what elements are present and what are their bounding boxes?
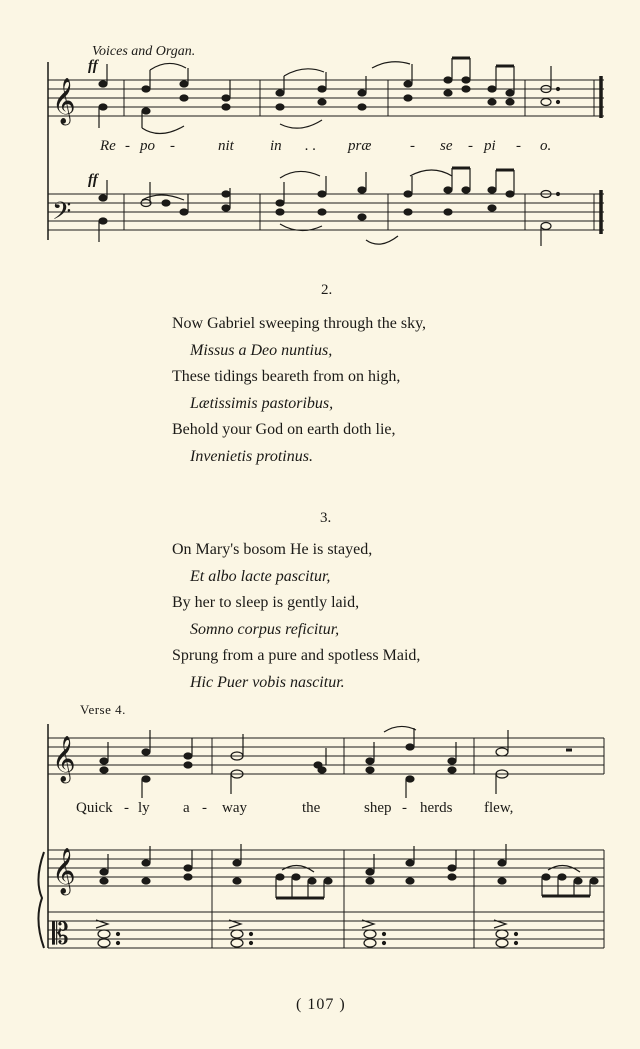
svg-text:𝄞: 𝄞 — [52, 736, 76, 782]
lyric-syllable: o. — [540, 138, 552, 154]
lyric-syllable: a — [183, 800, 190, 816]
lyric-hyphen: - — [170, 138, 175, 154]
stanza-line-latin: Missus a Deo nuntius, — [190, 342, 333, 359]
lyric-hyphen: - — [202, 800, 207, 816]
stanza-line: Now Gabriel sweeping through the sky, — [172, 315, 427, 332]
stanza-line: By her to sleep is gently laid, — [172, 594, 360, 611]
dynamic-ff-bass: ff — [88, 172, 98, 188]
voices-and-organ-label: Voices and Organ. — [92, 44, 196, 59]
system2-organ-bass-staff — [48, 912, 604, 948]
lyric-syllable: way — [222, 800, 247, 816]
lyric-syllable: nit — [218, 138, 234, 154]
lyric-syllable: the — [302, 800, 321, 816]
page-number: ( 107 ) — [296, 996, 346, 1013]
lyric-hyphen: - — [410, 138, 415, 154]
svg-text:𝄡: 𝄡 — [52, 917, 69, 952]
stanza-line: These tidings beareth from on high, — [172, 368, 401, 385]
svg-text:𝄞: 𝄞 — [52, 848, 76, 894]
stanza-line: On Mary's bosom He is stayed, — [172, 541, 373, 558]
lyric-syllable: flew, — [484, 800, 514, 816]
lyric-syllable: ly — [138, 800, 150, 816]
lyric-syllable: Quick — [76, 800, 113, 816]
lyric-syllable: po — [140, 138, 155, 154]
stanza-line-latin: Hic Puer vobis nascitur. — [190, 674, 345, 691]
lyric-hyphen: - — [402, 800, 407, 816]
lyric-syllable: herds — [420, 800, 453, 816]
svg-text:𝄞: 𝄞 — [52, 78, 76, 124]
dynamic-ff-treble: ff — [88, 58, 98, 74]
lyric-hyphen: - — [124, 800, 129, 816]
lyric-hyphen: - — [468, 138, 473, 154]
verse-4-label: Verse 4. — [80, 702, 126, 717]
lyric-syllable: præ — [348, 138, 372, 154]
stanza-line-latin: Et albo lacte pascitur, — [190, 568, 331, 585]
lyric-syllable: shep — [364, 800, 392, 816]
stanza-line-latin: Lætissimis pastoribus, — [190, 395, 334, 412]
lyric-hyphen: - — [516, 138, 521, 154]
stanza-2-number: 2. — [321, 282, 333, 298]
stanza-line: Behold your God on earth doth lie, — [172, 421, 396, 438]
lyric-syllable: Re — [100, 138, 116, 154]
lyric-syllable: se — [440, 138, 453, 154]
lyric-syllable: pi — [484, 138, 496, 154]
lyric-syllable: in — [270, 138, 282, 154]
stanza-line-latin: Somno corpus reficitur, — [190, 621, 340, 638]
lyric-dots: . . — [305, 138, 317, 154]
svg-text:𝄢: 𝄢 — [52, 197, 72, 232]
stanza-line: Sprung from a pure and spotless Maid, — [172, 647, 421, 664]
stanza-line-latin: Invenietis protinus. — [190, 448, 313, 465]
lyric-hyphen: - — [125, 138, 130, 154]
stanza-3-number: 3. — [320, 510, 332, 526]
